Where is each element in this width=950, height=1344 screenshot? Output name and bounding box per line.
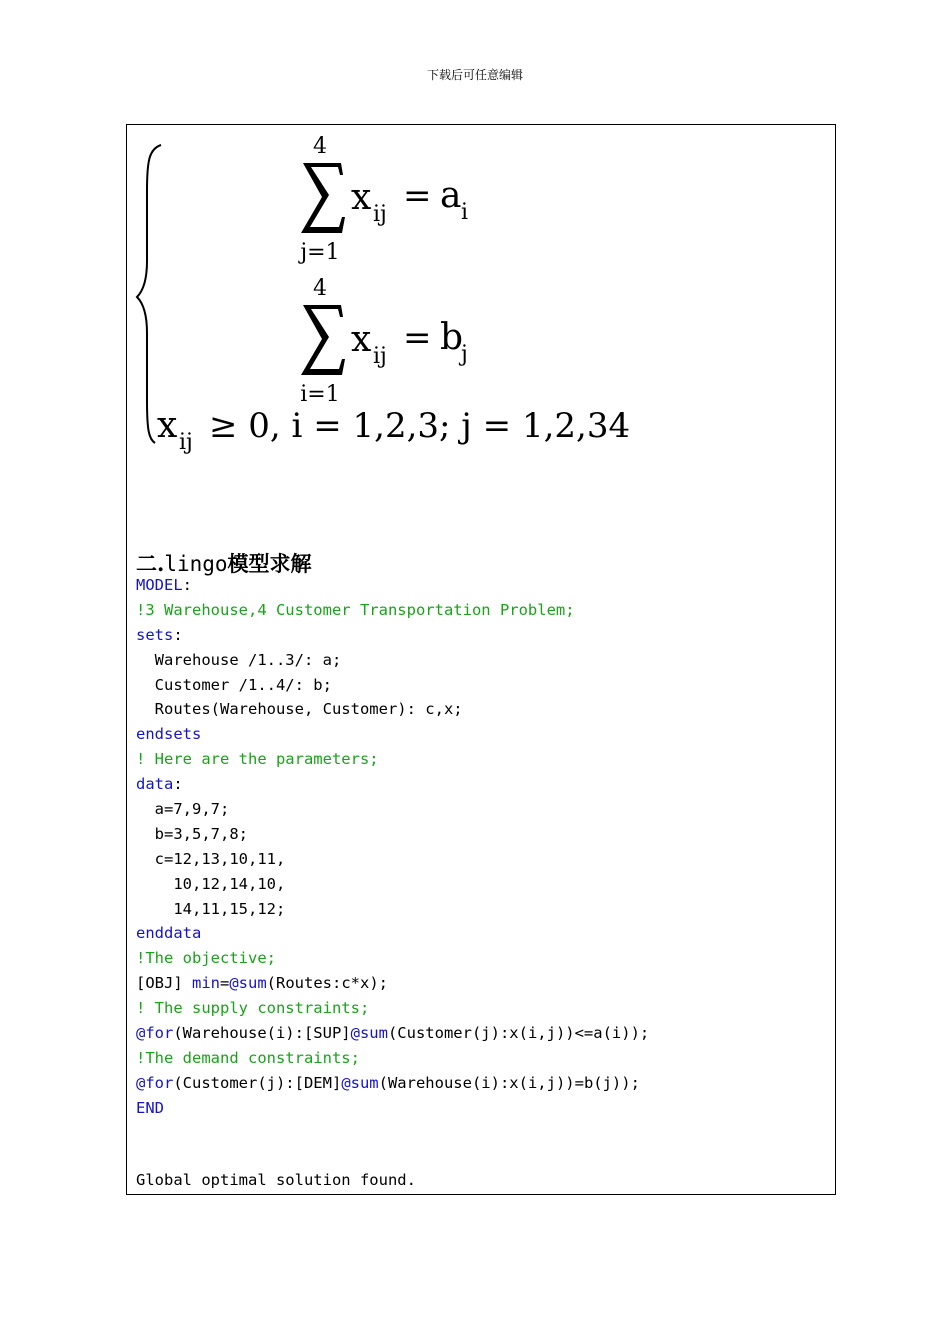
code-text: (Warehouse(i):x(i,j))=b(j)); xyxy=(378,1073,640,1092)
sum1-lower: j=1 xyxy=(300,240,340,265)
sum2-lower: i=1 xyxy=(300,382,340,407)
code-text: 10,12,14,10, xyxy=(136,874,286,893)
code-text: c=12,13,10,11, xyxy=(136,849,286,868)
code-comment: !The objective; xyxy=(136,949,276,968)
sigma-icon xyxy=(301,163,345,233)
section-number: 二. xyxy=(136,551,165,576)
code-line xyxy=(136,722,649,747)
code-line xyxy=(136,598,649,623)
code-line xyxy=(136,623,649,648)
code-text: : xyxy=(182,576,193,594)
code-line xyxy=(136,1021,649,1046)
code-text: Warehouse /1..3/: a; xyxy=(136,650,342,669)
sum2-eq: = xyxy=(403,318,432,358)
code-keyword: @sum xyxy=(350,1024,388,1043)
sum2-lhs-sub: ij xyxy=(373,344,387,369)
sum1-eq: = xyxy=(403,176,432,216)
code-text: (Customer(j):[DEM] xyxy=(173,1073,342,1092)
code-text: (Routes:c*x); xyxy=(266,974,388,993)
code-text: = xyxy=(220,974,230,993)
code-line xyxy=(136,747,649,772)
code-line xyxy=(136,1096,649,1121)
section-code-word: lingo xyxy=(164,552,228,576)
code-line xyxy=(136,1071,649,1096)
page-header: 下载后可任意编辑 xyxy=(426,68,523,82)
code-keyword: data xyxy=(136,775,174,794)
code-text: (Warehouse(i):[SUP] xyxy=(173,1024,351,1043)
code-line xyxy=(136,946,649,971)
left-brace-icon xyxy=(137,145,161,443)
constraint-system xyxy=(135,131,635,461)
code-keyword: min xyxy=(192,974,220,993)
code-line xyxy=(136,673,649,698)
code-comment: ! Here are the parameters; xyxy=(136,750,379,769)
code-comment: ! The supply constraints; xyxy=(136,999,370,1018)
sum1-lhs-sub: ij xyxy=(373,202,387,227)
code-line xyxy=(136,797,649,822)
sum1-rhs-sub: i xyxy=(461,200,469,225)
constraint-var-sub: ij xyxy=(179,430,193,455)
code-line xyxy=(136,897,649,922)
code-line xyxy=(136,921,649,946)
section-title: 模型求解 xyxy=(227,551,312,576)
code-line xyxy=(136,648,649,673)
code-text: : xyxy=(173,625,183,644)
code-keyword: @sum xyxy=(229,974,267,993)
code-keyword: endsets xyxy=(136,725,202,744)
code-comment: !3 Warehouse,4 Customer Transportation Problem; xyxy=(136,600,575,619)
result-line: Global optimal solution found. xyxy=(136,1171,416,1189)
code-line xyxy=(136,1046,649,1071)
code-line xyxy=(136,971,649,996)
code-text: Routes(Warehouse, Customer): c,x; xyxy=(136,700,463,719)
code-keyword: sets xyxy=(136,625,174,644)
code-text: 14,11,15,12; xyxy=(136,899,286,918)
sum1-lhs: x xyxy=(351,177,372,218)
sum1-upper: 4 xyxy=(313,134,327,159)
math-formula xyxy=(135,131,635,461)
code-text: a=7,9,7; xyxy=(136,800,230,819)
code-text: b=3,5,7,8; xyxy=(136,824,248,843)
code-line xyxy=(136,847,649,872)
sum2-rhs: b xyxy=(440,317,464,358)
code-line xyxy=(136,996,649,1021)
code-block xyxy=(136,573,649,1121)
code-keyword: enddata xyxy=(136,924,202,943)
code-keyword: @sum xyxy=(341,1073,379,1092)
code-line xyxy=(136,872,649,897)
code-keyword: @for xyxy=(136,1073,174,1092)
sigma-icon xyxy=(301,305,345,375)
code-comment: !The demand constraints; xyxy=(136,1048,360,1067)
sum2-upper: 4 xyxy=(313,276,327,301)
code-keyword: END xyxy=(136,1098,164,1117)
code-line xyxy=(136,822,649,847)
code-text: : xyxy=(173,775,183,794)
code-line xyxy=(136,697,649,722)
sum2-rhs-sub: j xyxy=(461,342,468,367)
code-text: (Customer(j):x(i,j))<=a(i)); xyxy=(387,1024,650,1043)
constraint-var: x xyxy=(157,405,178,446)
code-keyword: @for xyxy=(136,1024,174,1043)
sum2-lhs: x xyxy=(351,319,372,360)
sum1-rhs: a xyxy=(440,175,462,216)
code-keyword: MODEL xyxy=(136,576,183,594)
code-text: Customer /1..4/: b; xyxy=(136,675,332,694)
constraint-rest: ≥ 0, i = 1,2,3; j = 1,2,34 xyxy=(209,406,631,446)
content-frame xyxy=(126,124,836,1195)
code-line xyxy=(136,573,649,598)
code-text: [OBJ] xyxy=(136,974,192,993)
code-line xyxy=(136,772,649,797)
